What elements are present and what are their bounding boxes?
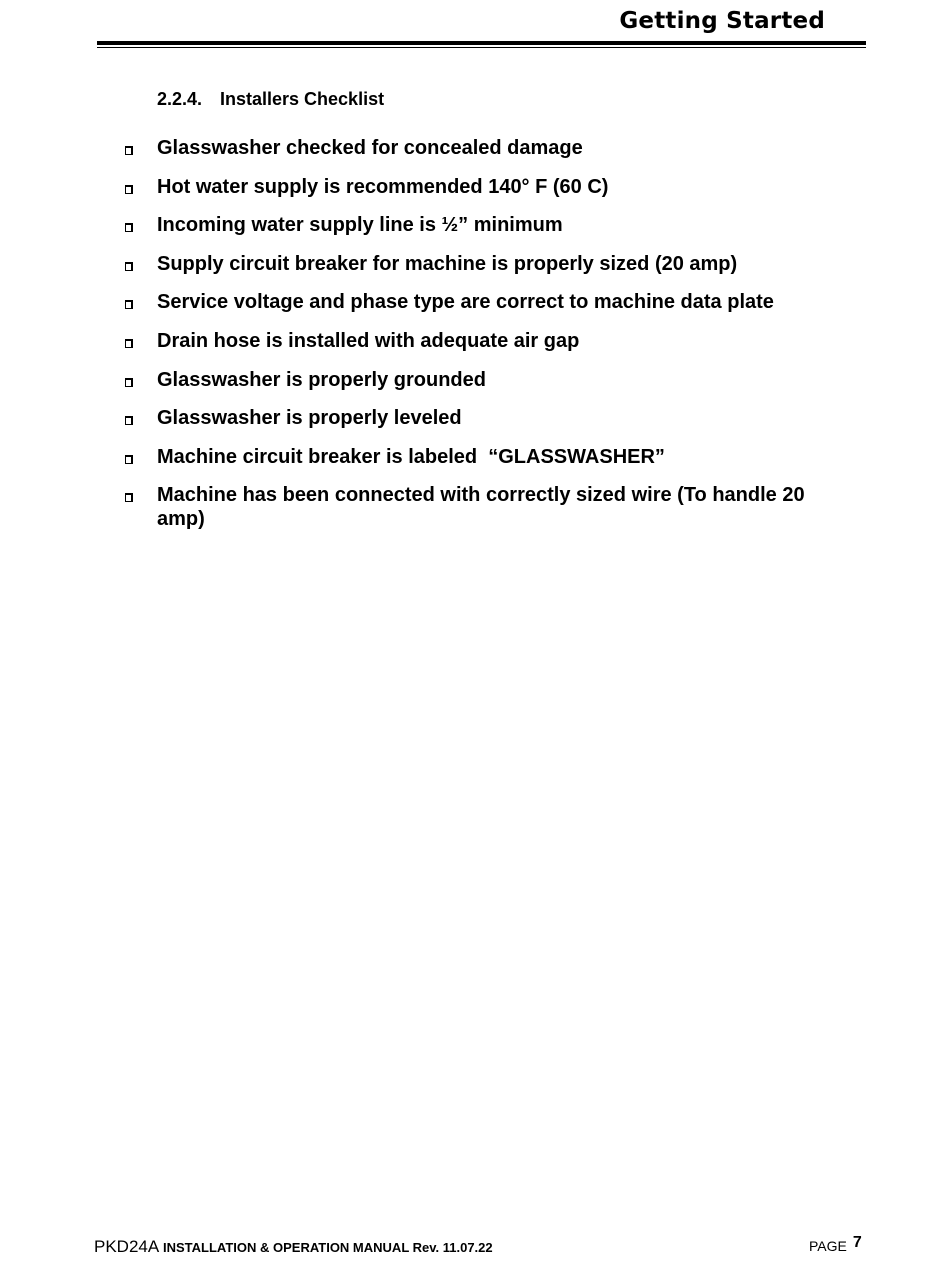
checkbox-icon[interactable]: [125, 378, 133, 387]
checklist-item-text: Machine circuit breaker is labeled “GLASSWASHER”: [157, 445, 665, 468]
checklist-item-text: Glasswasher is properly grounded: [157, 368, 486, 391]
footer-manual-info: [94, 1236, 493, 1259]
checklist-item-text: Glasswasher is properly leveled: [157, 407, 462, 430]
checkbox-icon[interactable]: [125, 300, 133, 309]
checklist-item-text: Supply circuit breaker for machine is properly sized (20 amp): [157, 252, 738, 275]
checklist-item-text: Machine has been connected with correctly sized wire (To handle 20 amp): [157, 484, 805, 531]
checkbox-icon[interactable]: [125, 262, 133, 271]
checklist-item: [0, 252, 950, 276]
checklist-item-text: Drain hose is installed with adequate air gap: [157, 329, 580, 352]
checklist-item: [0, 445, 950, 469]
checklist-item: [0, 368, 950, 392]
checklist-item-text: Service voltage and phase type are correct to machine data plate: [157, 291, 774, 314]
section-heading: [157, 87, 384, 111]
header-rule: [97, 41, 866, 45]
checklist-item: [0, 175, 950, 199]
page-header-title: Getting Started: [619, 8, 825, 34]
checklist-item: [0, 406, 950, 430]
footer-page-number: 7: [852, 1234, 862, 1251]
checklist-item-text: Hot water supply is recommended 140° F (60 C): [157, 175, 609, 198]
checklist-item: [0, 483, 950, 531]
checkbox-icon[interactable]: [125, 416, 133, 425]
checklist-item: [0, 290, 950, 314]
footer-manual-title: INSTALLATION & OPERATION MANUAL Rev. 11.07.22: [163, 1240, 493, 1255]
checklist-item-text: Incoming water supply line is ½” minimum: [157, 214, 563, 237]
checkbox-icon[interactable]: [125, 146, 133, 155]
section-title: Installers Checklist: [220, 89, 385, 109]
checkbox-icon[interactable]: [125, 185, 133, 194]
section-number: 2.2.4.: [157, 89, 203, 109]
footer-page-label: PAGE: [809, 1238, 847, 1254]
header-rule-thin: [97, 47, 866, 48]
checklist-item: [0, 213, 950, 237]
checklist-item: [0, 329, 950, 353]
footer-model: PKD24A: [94, 1237, 159, 1256]
installers-checklist: [0, 136, 950, 546]
checklist-item-text: Glasswasher checked for concealed damage: [157, 137, 583, 159]
checklist-item: [0, 136, 950, 160]
checkbox-icon[interactable]: [125, 493, 133, 502]
checkbox-icon[interactable]: [125, 223, 133, 232]
checkbox-icon[interactable]: [125, 339, 133, 348]
footer-page: [809, 1232, 862, 1257]
checkbox-icon[interactable]: [125, 455, 133, 464]
